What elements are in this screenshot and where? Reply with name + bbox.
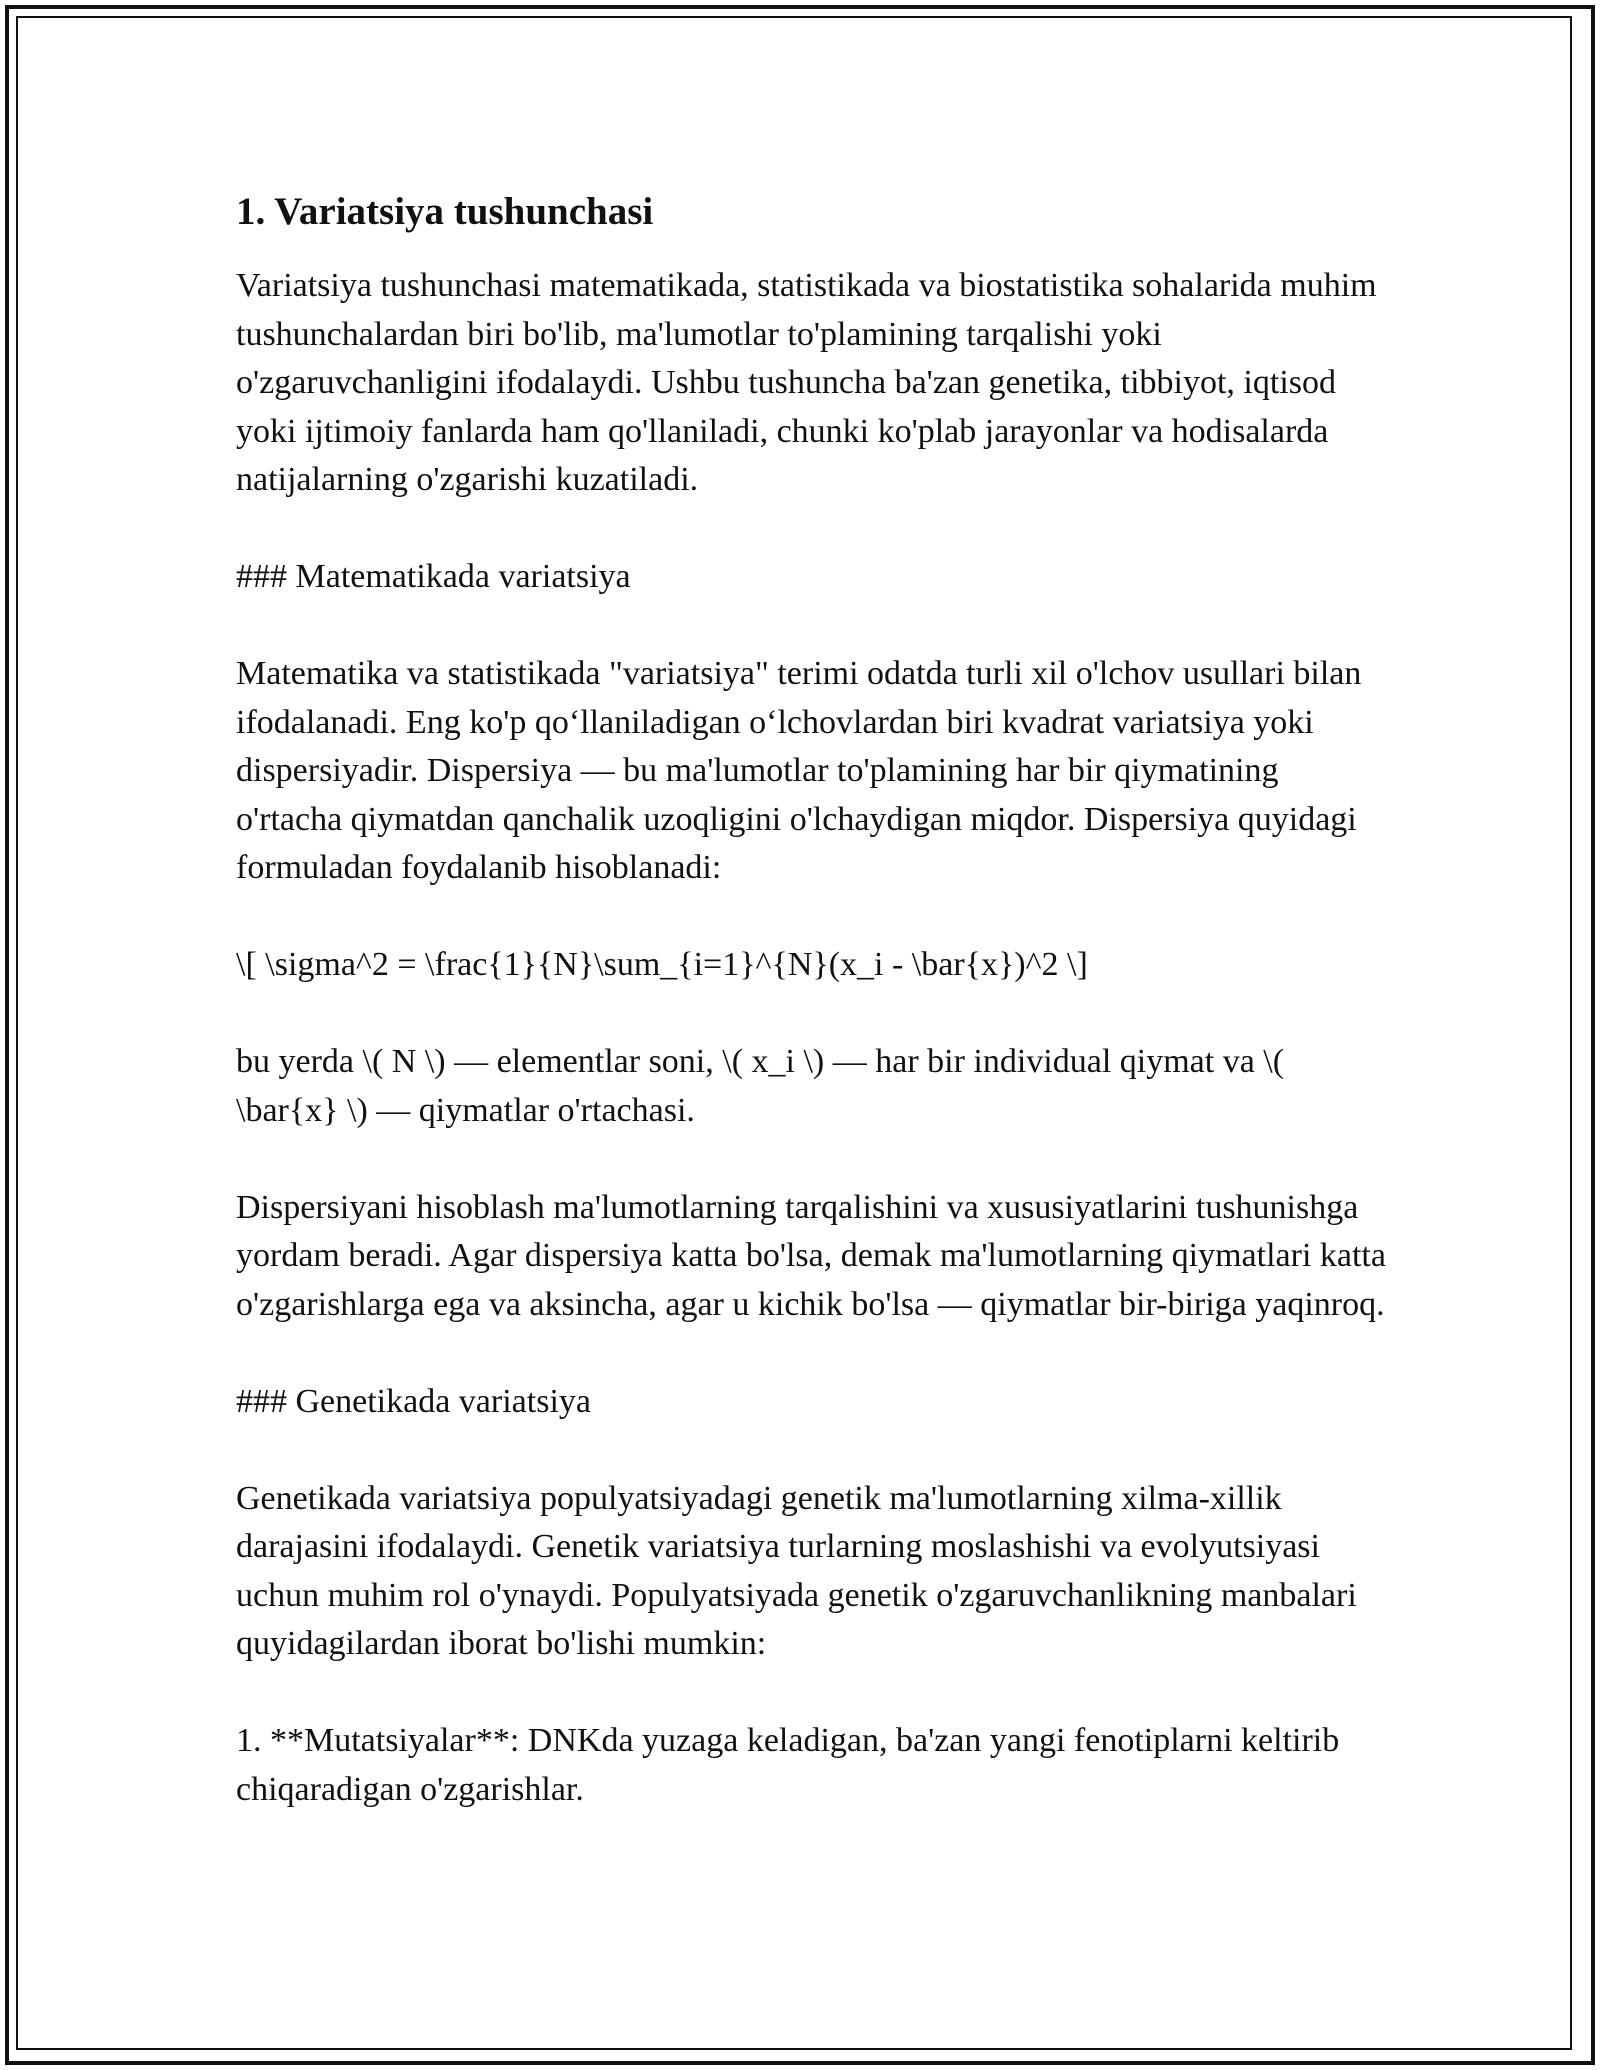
subheading-genetics: ### Genetikada variatsiya (236, 1382, 591, 1420)
math-paragraph: Matematika va statistikada "variatsiya" terimi odatda turli xil o'lchov usullari bilan ifodalanadi. Eng ko'p qo‘llaniladigan o‘lchovlardan biri kvadrat variatsiya yoki dispersiyadir. Dispersiya — bu ma'lumotlar to'plamining har bir qiymatining o'rtacha qiymatdan qanchalik uzoqligini o'lchaydigan miqdor. Dispersiya quyidagi formuladan foydalanib hisoblanadi: (236, 655, 1362, 886)
section-title: 1. Variatsiya tushunchasi (236, 190, 654, 233)
formula-explanation: bu yerda \( N \) — elementlar soni, \( x_i \) — har bir individual qiymat va \( \bar{x} \) — qiymatlar o'rtachasi. (236, 1043, 1285, 1129)
list-item-mutations: 1. **Mutatsiyalar**: DNKda yuzaga keladigan, ba'zan yangi fenotiplarni keltirib chiqaradigan o'zgarishlar. (236, 1722, 1340, 1808)
dispersion-paragraph: Dispersiyani hisoblash ma'lumotlarning tarqalishini va xususiyatlarini tushunishga yordam beradi. Agar dispersiya katta bo'lsa, demak ma'lumotlarning qiymatlari katta o'zgarishlarga ega va aksincha, agar u kichik bo'lsa — qiymatlar bir-biriga yaqinroq. (236, 1188, 1386, 1323)
formula-line: \[ \sigma^2 = \frac{1}{N}\sum_{i=1}^{N}(x_i - \bar{x})^2 \] (236, 946, 1088, 983)
genetics-paragraph: Genetikada variatsiya populyatsiyadagi genetik ma'lumotlarning xilma-xillik darajasini ifodalaydi. Genetik variatsiya turlarning moslashishi va evolyutsiyasi uchun muhim rol o'ynaydi. Populyatsiyada genetik o'zgaruvchanlikning manbalari quyidagilardan iborat bo'lishi mumkin: (236, 1479, 1357, 1662)
document-body (236, 186, 1386, 1863)
subheading-math: ### Matematikada variatsiya (236, 558, 631, 595)
intro-paragraph: Variatsiya tushunchasi matematikada, statistikada va biostatistika sohalarida muhim tushunchalardan biri bo'lib, ma'lumotlar to'plamining tarqalishi yoki o'zgaruvchanligini ifodalaydi. Ushbu tushuncha ba'zan genetika, tibbiyot, iqtisod yoki ijtimoiy fanlarda ham qo'llaniladi, chunki ko'plab jarayonlar va hodisalarda natijalarning o'zgarishi kuzatiladi. (236, 267, 1377, 498)
